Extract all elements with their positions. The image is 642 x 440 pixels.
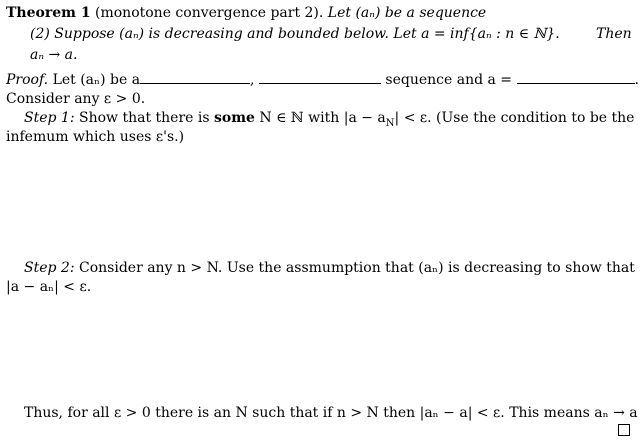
theorem-part2 xyxy=(30,25,560,43)
step2-line-2: |a − aₙ| < ε. xyxy=(6,279,92,295)
theorem-intro: Let (aₙ) be a sequence xyxy=(327,5,487,21)
proof-label: Proof. xyxy=(6,72,49,88)
qed-box-icon xyxy=(618,424,630,436)
step2-label: Step 2: xyxy=(24,260,75,276)
theorem-part2-start: (2) Suppose (aₙ) is decreasing and bounded below. Let a = inf{aₙ : n ∈ ℕ}. xyxy=(30,26,560,42)
step1-line-1: Step 1: Show that there is some N ∈ ℕ with $|a - a_N| < \varepsilon$. (Use the condition to be the xyxy=(24,110,635,129)
answer-blank-1[interactable] xyxy=(140,71,250,84)
answer-blank-2[interactable] xyxy=(259,71,381,84)
conclusion-line: Thus, for all ε > 0 there is an N such that if n > N then |aₙ − a| < ε. This means aₙ → a xyxy=(24,405,638,421)
proof-line-2: Consider any ε > 0. xyxy=(6,91,146,107)
theorem-label: Theorem 1 xyxy=(6,5,91,21)
step2-line-1: Step 2: Consider any n > N. Use the assmumption that (aₙ) is decreasing to show that xyxy=(24,260,635,276)
theorem-title: (monotone convergence part 2). xyxy=(95,5,324,21)
step1-some: some xyxy=(214,110,255,126)
step1-label: Step 1: xyxy=(24,110,75,126)
theorem-heading xyxy=(6,4,486,22)
proof-line-1: Proof. Let (aₙ) be a , sequence and a = . xyxy=(6,72,639,88)
theorem-part2-end: aₙ → a. xyxy=(30,47,78,63)
step1-line-2: infemum which uses ε's.) xyxy=(6,129,185,145)
theorem-part2-then: Then xyxy=(596,26,632,42)
answer-blank-3[interactable] xyxy=(517,71,635,84)
